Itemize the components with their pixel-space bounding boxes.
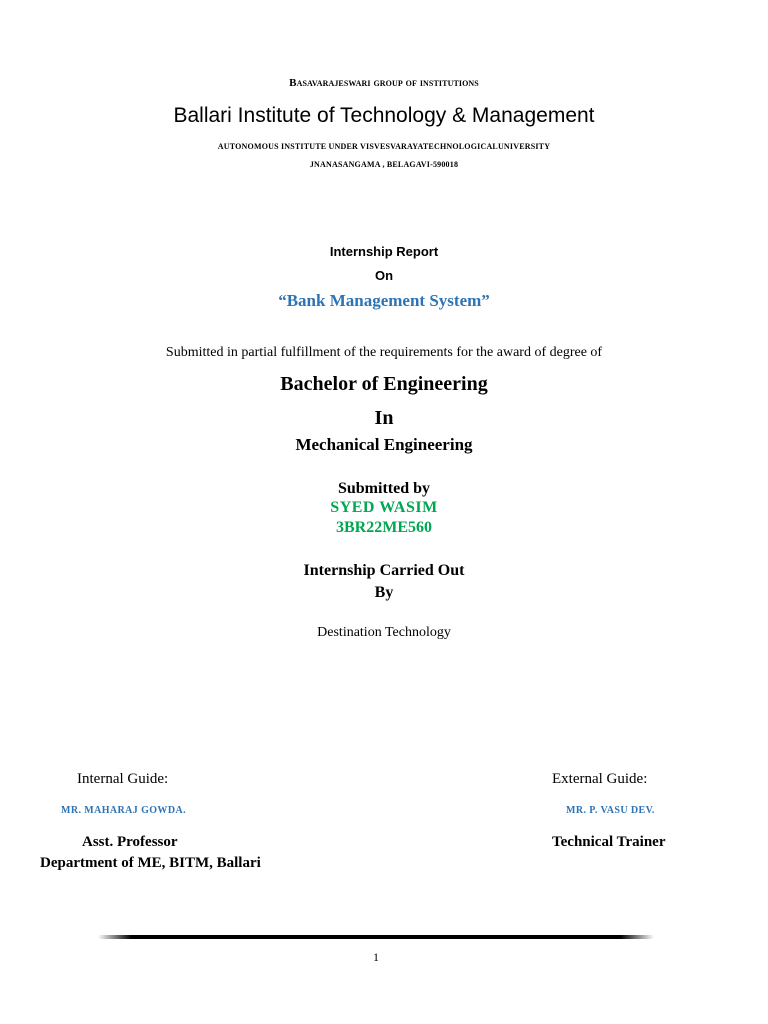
student-usn: 3BR22ME560 [336,519,432,536]
external-guide-designation: Technical Trainer [552,834,666,850]
autonomous-line: AUTONOMOUS INSTITUTE UNDER VISVESVARAYATECHNOLOGICALUNIVERSITY [217,142,551,151]
degree-name: Bachelor of Engineering [280,373,488,395]
internal-guide-name: MR. MAHARAJ GOWDA. [61,805,186,816]
submission-note: Submitted in partial fulfillment of the requirements for the award of degree of [165,345,603,360]
degree-in: In [374,407,394,429]
institute-name: Ballari Institute of Technology & Management [173,104,595,127]
branch-name: Mechanical Engineering [295,435,473,454]
internal-guide-label: Internal Guide: [77,771,169,787]
submitted-by-label: Submitted by [337,480,431,497]
group-name: Basavarajeswari group of institutions [289,77,479,89]
external-guide-label: External Guide: [552,771,648,787]
internship-carried-out: Internship Carried Out [303,562,465,579]
external-guide-name: MR. P. VASU DEV. [566,805,655,816]
footer-divider [98,935,654,939]
page-number: 1 [373,950,379,964]
project-title: “Bank Management System” [278,291,490,310]
company-name: Destination Technology [317,625,451,640]
internal-guide-designation: Asst. Professor [82,834,178,850]
report-title: Internship Report [329,244,439,259]
internship-by: By [374,584,394,601]
student-name: SYED WASIM [330,499,438,516]
internal-guide-department: Department of ME, BITM, Ballari [40,855,261,871]
institute-address: JNANASANGAMA , BELAGAVI-590018 [309,160,459,169]
report-on: On [374,268,394,283]
